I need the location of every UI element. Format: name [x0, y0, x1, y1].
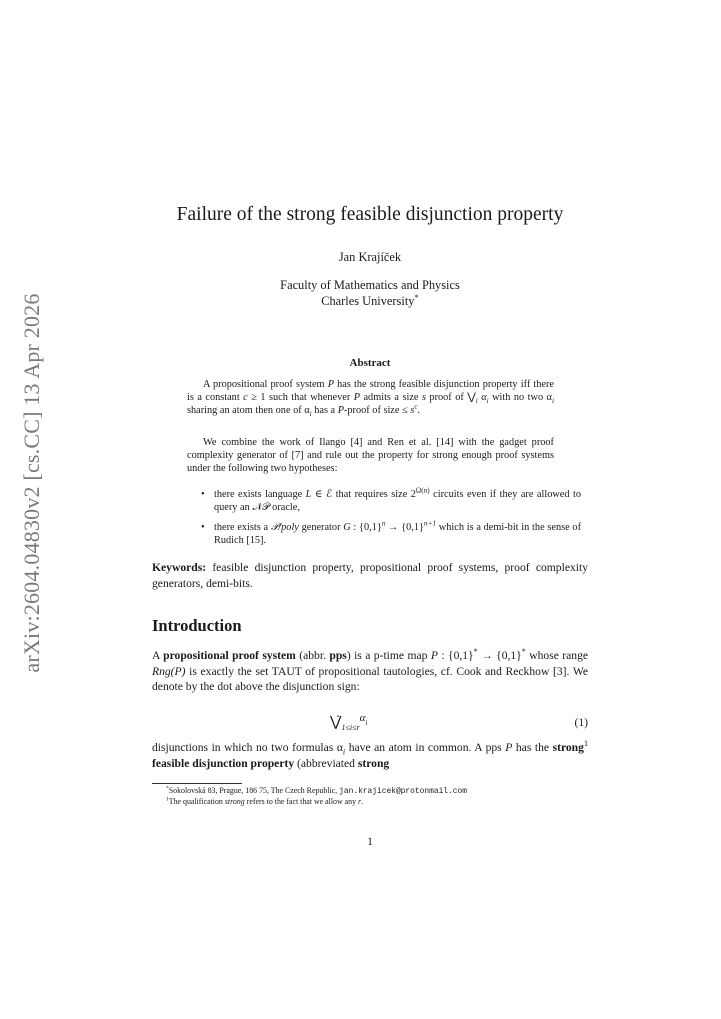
arxiv-id-label: arXiv:2604.04830v2 [cs.CC] 13 Apr 2026: [19, 293, 44, 673]
hypothesis-item-1: • there exists language L ∈ ℰ that requires size $2^{\Omega(n)}$ circuits even if they are allowed to query an 𝒩𝒫 oracle,: [187, 488, 581, 514]
abstract-paragraph-2: We combine the work of Ilango [4] and Ren et al. [14] with the gadget proof complexity generator of [7] and rule out the property for strong enough proof systems under the following two hypotheses:: [187, 437, 554, 475]
footnote-address: *Sokolovská 83, Prague, 186 75, The Czech Republic, jan.krajicek@protonmail.com: [166, 785, 467, 796]
abstract-heading: Abstract: [349, 357, 391, 369]
arxiv-sidebar-stamp: [15, 293, 49, 673]
page-number: 1: [367, 835, 373, 848]
equation-number: (1): [574, 716, 588, 729]
author-name: Jan Krajíček: [338, 250, 402, 264]
paper-title: Failure of the strong feasible disjunction property: [176, 204, 564, 225]
author-email: jan.krajicek@protonmail.com: [339, 787, 467, 796]
affiliation-university: Charles University*: [321, 291, 419, 308]
keywords-label: Keywords:: [152, 561, 207, 574]
affiliation-footnote-mark: *: [414, 291, 419, 302]
dotted-disjunction-symbol: ⋁̇: [330, 715, 342, 730]
introduction-paragraph-2: disjunctions in which no two formulas $\alpha_i$ have an atom in common. A pps P has the strong$^1$ feasible disjunction property (abbreviated strong: [152, 739, 588, 770]
introduction-paragraph-1: A propositional proof system (abbr. pps) is a p-time map P : {0,1}* → {0,1}* whose range Rng(P) is exactly the set TAUT of propositional tautologies, cf. Cook and Reckhow [3]. We denote by the dot above the disjunction sign:: [152, 647, 589, 693]
hypothesis-item-2: • there exists a 𝒫/poly generator G : $\{0,1\}^n \to \{0,1\}^{n+1}$ which is a demi-bit in the sense of Rudich [15].: [187, 521, 581, 547]
introduction-heading: Introduction: [152, 616, 242, 635]
footnote-strong: $^1$The qualification strong refers to the fact that we allow any r.: [166, 796, 364, 806]
footnote-rule: [152, 783, 242, 784]
equation-body: $⋁̇_{1\le i\le r}^\alpha_i$: [330, 712, 368, 732]
equation-1: [152, 712, 588, 736]
affiliation-faculty: Faculty of Mathematics and Physics: [280, 278, 460, 292]
abstract-paragraph-1: A propositional proof system P has the strong feasible disjunction property iff there is a constant c ≥ 1 such that whenever P admits a size s proof of $⋁_i$ $\alpha_i$ with no two $\alpha_i$ sharing an atom then one of $\alpha_i$ has a P-proof of size ≤ $s^c$.: [187, 379, 554, 419]
keywords-paragraph: Keywords: feasible disjunction property, propositional proof systems, proof complexity generators, demi-bits.: [152, 561, 588, 590]
